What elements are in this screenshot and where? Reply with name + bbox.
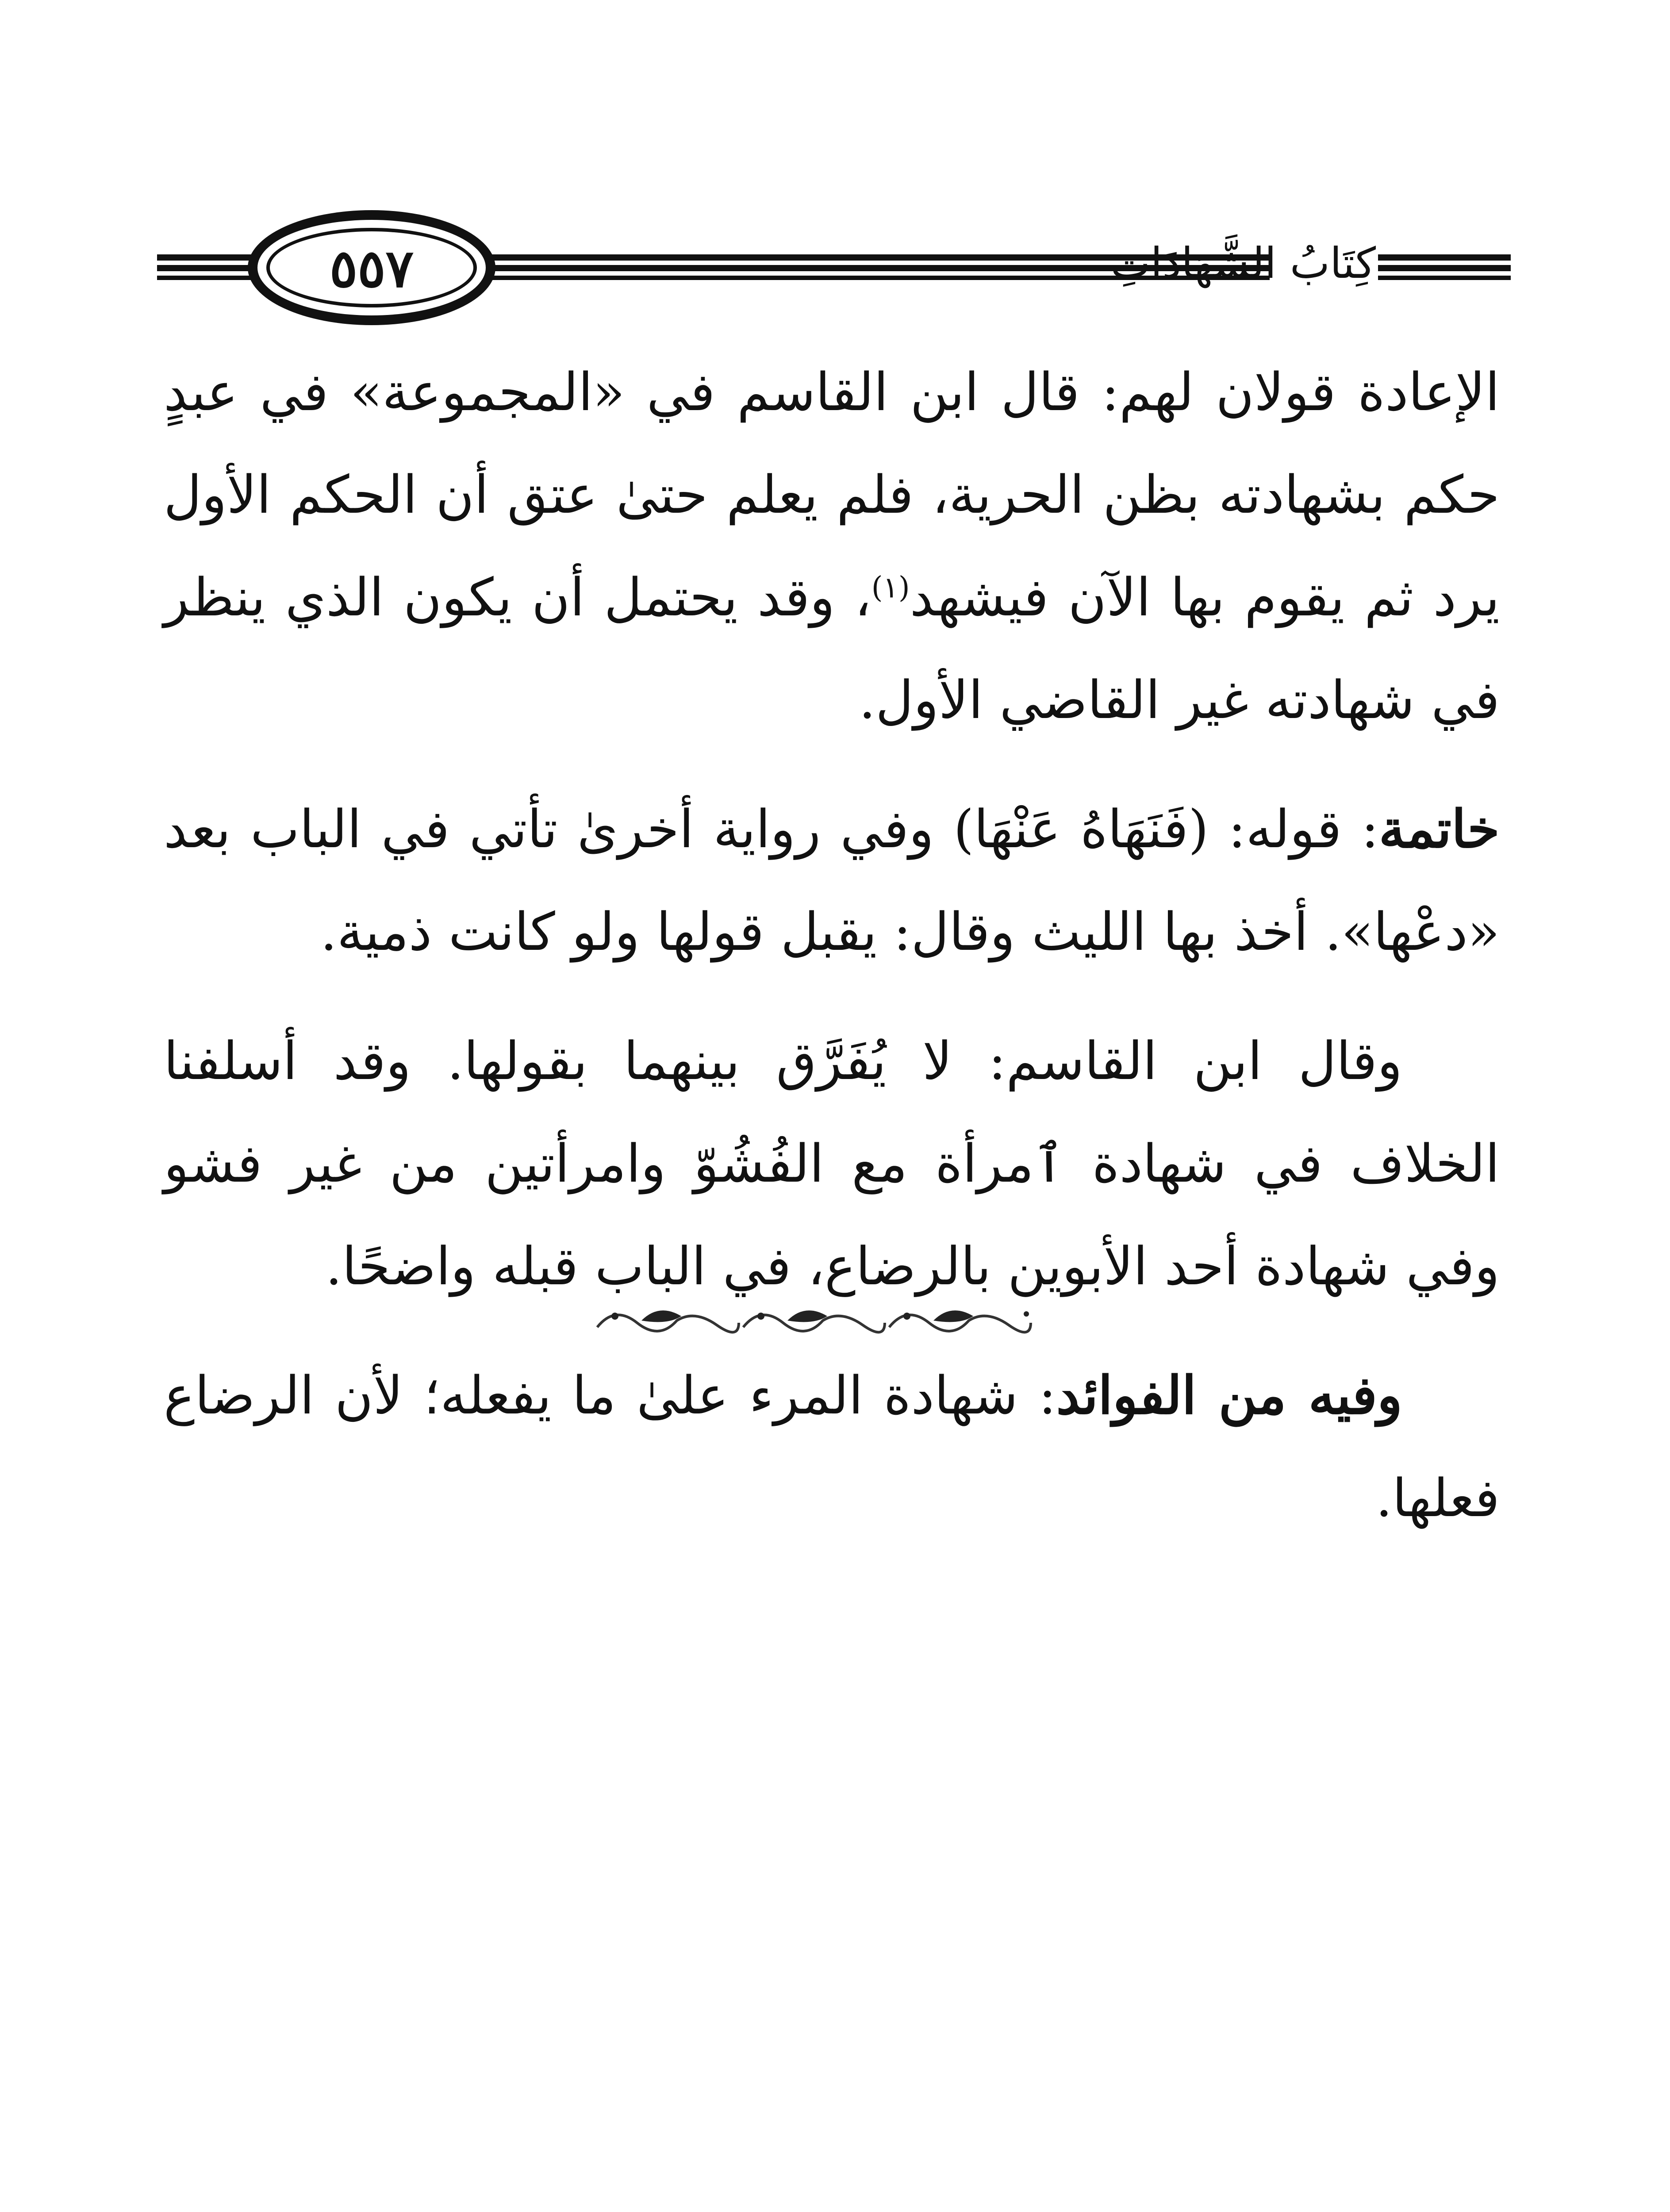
- paragraph-keyword: خاتمة: [1378, 798, 1500, 860]
- paragraph: [164, 341, 1500, 751]
- paragraph: [164, 778, 1500, 983]
- running-header: [157, 201, 1511, 334]
- page-number-frame: [248, 210, 495, 325]
- paragraph-text: : شهادة المرء علىٰ ما يفعله؛ لأن الرضاع فعلها.: [164, 1365, 1500, 1528]
- paragraph-text: وقال ابن القاسم: لا يُفَرَّق بينهما بقولها. وقد أسلفنا الخلاف في شهادة ٱمرأة مع الفُشُوّ وامرأتين من غير فشو وفي شهادة أحد الأبوين بالرضاع، في الباب قبله واضحًا.: [164, 1030, 1500, 1297]
- page-number: ٥٥٧: [329, 238, 414, 299]
- book-title: كِتَابُ الشَّهَادَاتِ: [1110, 238, 1376, 288]
- paragraph-keyword: وفيه من الفوائد: [1056, 1364, 1402, 1426]
- paragraph-text: : قوله: (فَنَهَاهُ عَنْهَا) وفي رواية أخرىٰ تأتي في الباب بعد «دعْها». أخذ بها الليث وقال: يقبل قولها ولو كانت ذمية.: [164, 799, 1500, 962]
- main-text: [164, 341, 1500, 1576]
- paragraph-text-continued: ، وقد يحتمل أن يكون الذي ينظر في شهادته غير القاضي الأول.: [164, 567, 1500, 730]
- header-rule-right: [1378, 254, 1511, 280]
- paragraph: [164, 1010, 1500, 1317]
- paragraph: [164, 1344, 1500, 1549]
- paragraph-text: الإعادة قولان لهم: قال ابن القاسم في «المجموعة» في عبدٍ حكم بشهادته بظن الحرية، فلم يعلم حتىٰ عتق أن الحكم الأول يرد ثم يقوم بها الآن فيشهد: [164, 361, 1500, 628]
- section-end-ornament: [588, 1296, 1040, 1345]
- footnote-marker: (١): [871, 570, 910, 605]
